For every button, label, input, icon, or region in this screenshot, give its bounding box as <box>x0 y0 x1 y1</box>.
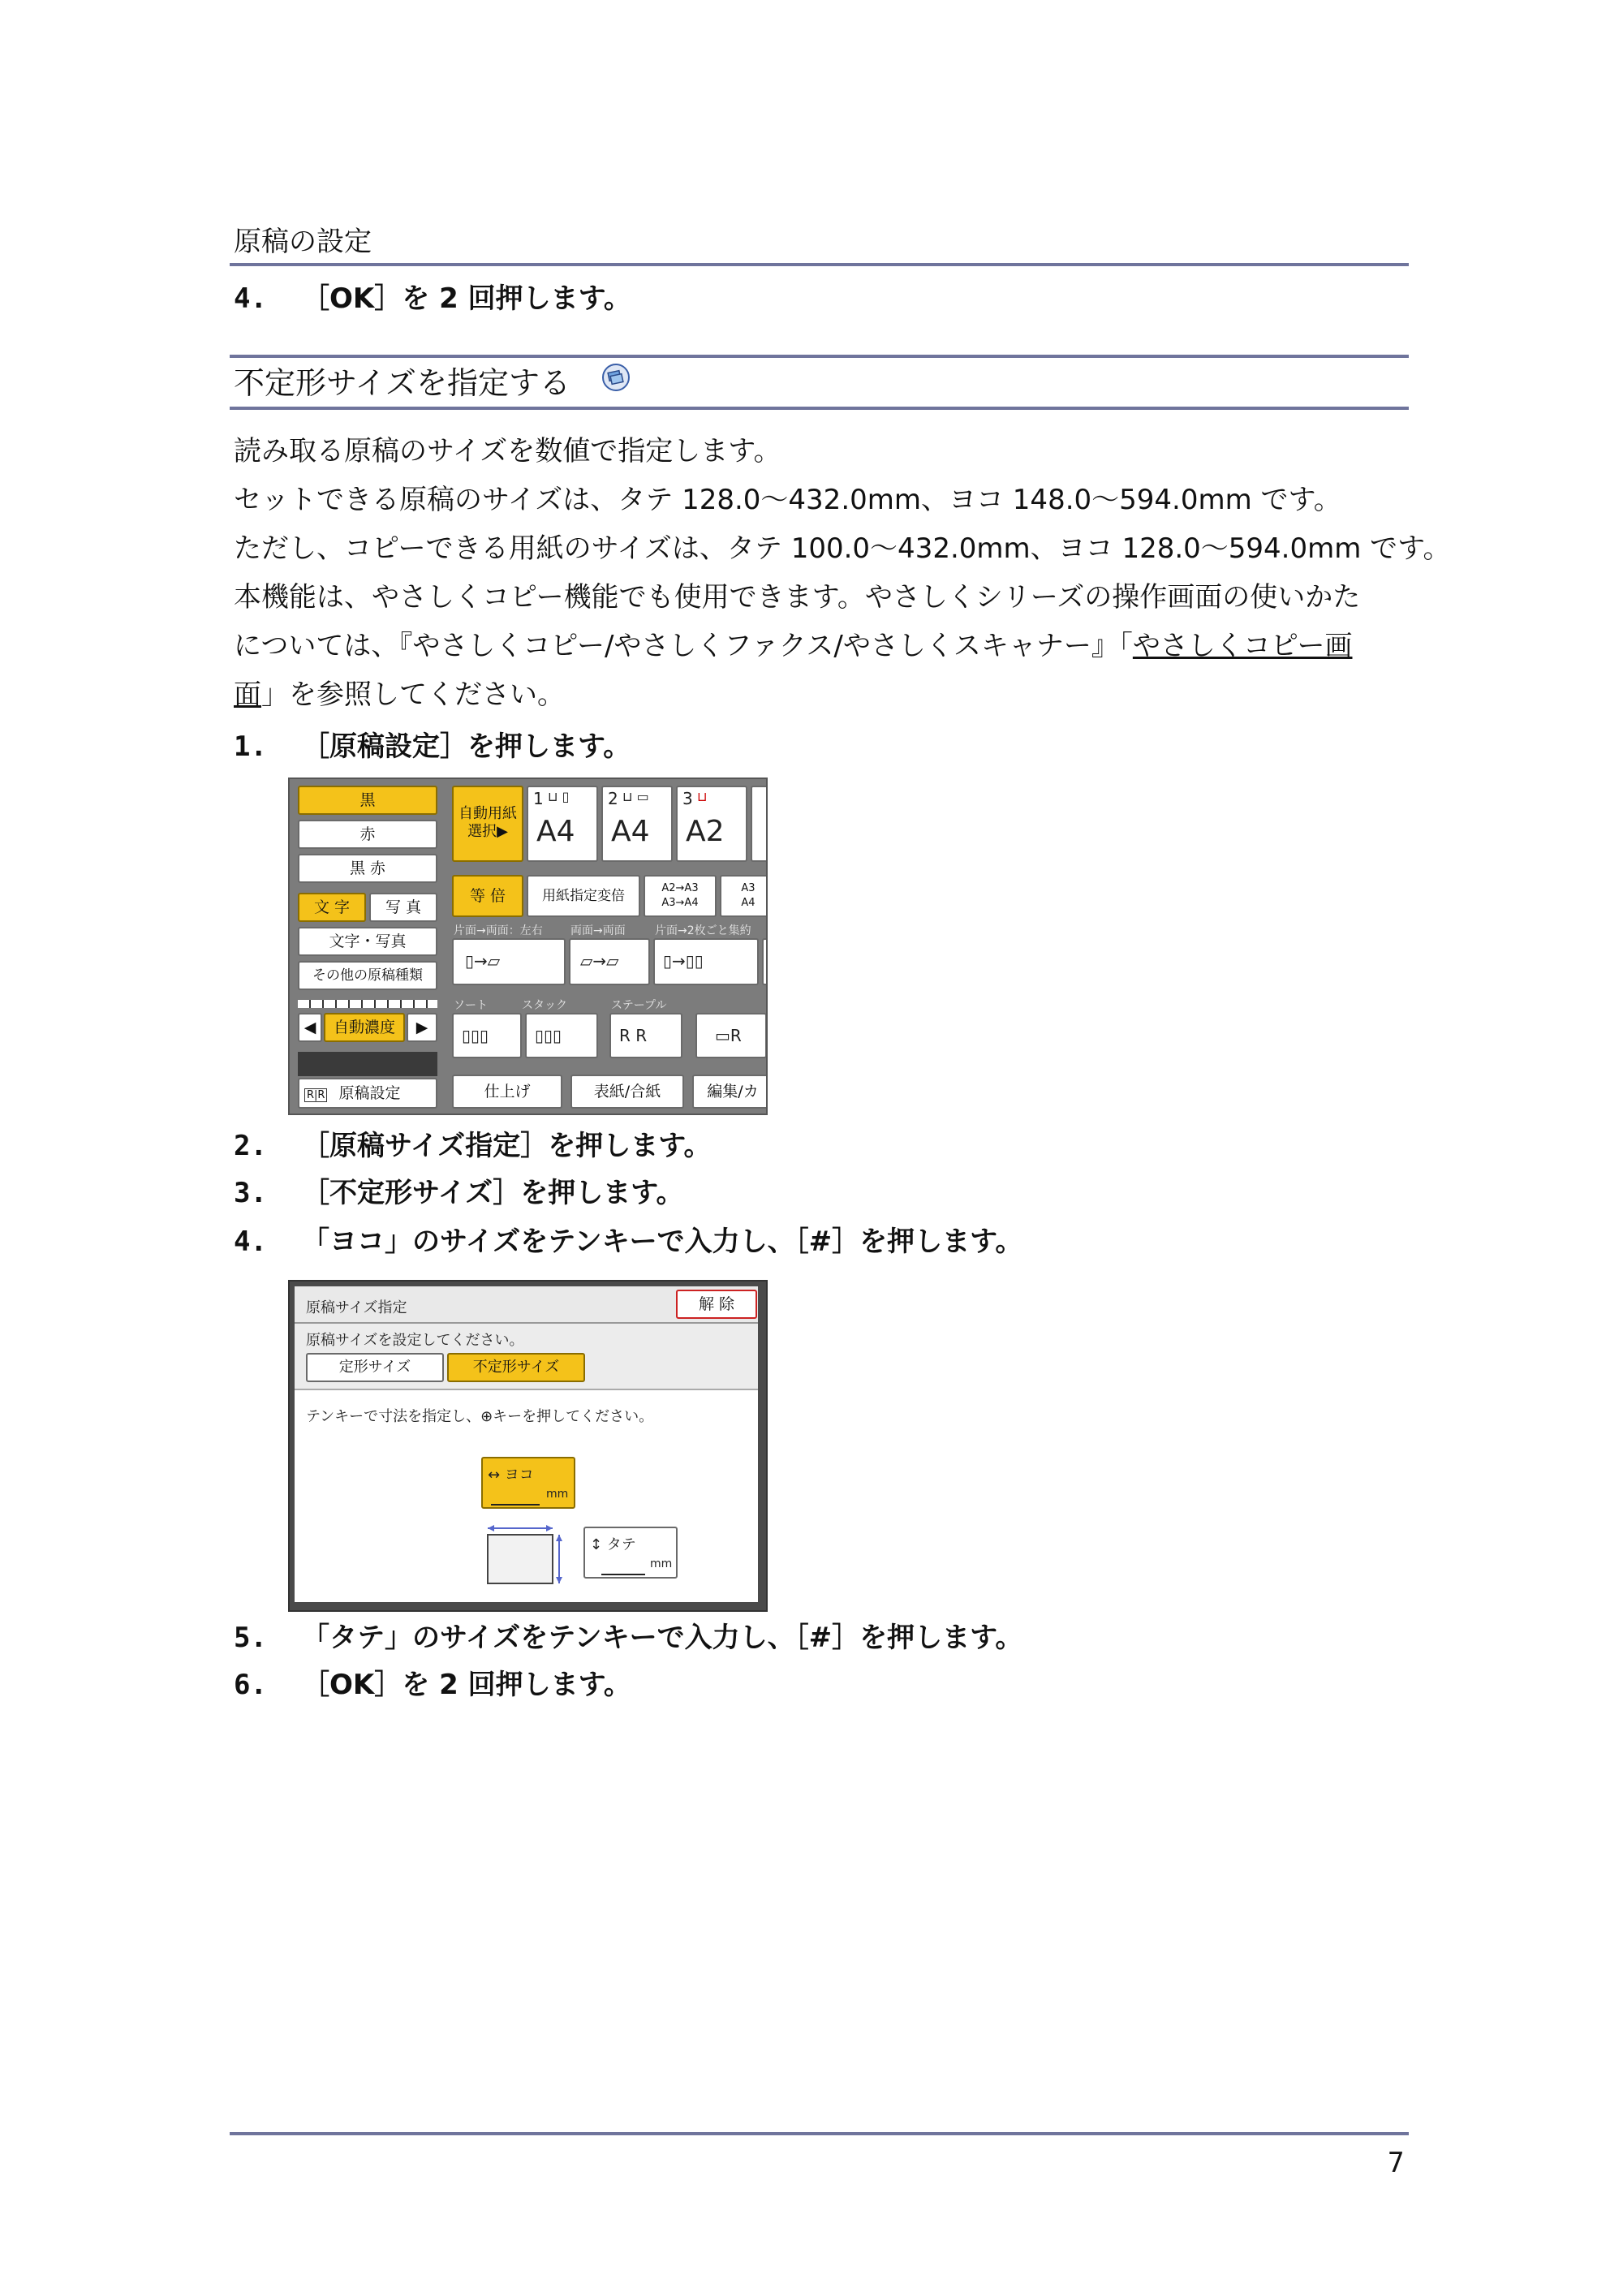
step-2-number: 2. <box>234 1130 267 1162</box>
tray-1-button[interactable] <box>527 786 598 862</box>
height-label: ↕ タテ <box>590 1536 636 1553</box>
staple-button-1[interactable] <box>609 1013 682 1058</box>
cancel-button[interactable]: 解 除 <box>676 1290 757 1319</box>
height-input-button[interactable] <box>583 1527 678 1579</box>
step-5-number: 5. <box>234 1622 267 1654</box>
full-size-button[interactable]: 等 倍 <box>452 875 523 917</box>
step-5-text: 「タテ」のサイズをテンキーで入力し、［#］を押します。 <box>302 1622 1023 1654</box>
duplex-2-to-2-button[interactable] <box>569 938 650 985</box>
height-field-line <box>601 1559 645 1575</box>
tray-3-button[interactable] <box>676 786 747 862</box>
width-unit: mm <box>546 1488 569 1501</box>
tray-icon: ⊔ ▯ <box>548 789 570 804</box>
paragraph-3: ただし、コピーできる用紙のサイズは、タテ 100.0～432.0mm、ヨコ 128.0～594.0mm です。 <box>234 532 1451 565</box>
duplex-icon: ▱→▱ <box>580 951 619 971</box>
auto-paper-select-button[interactable]: 自動用紙 選択▶ <box>452 786 523 862</box>
heading-rule-top <box>230 355 1409 358</box>
heading-rule-bottom <box>230 407 1409 410</box>
edit-tab[interactable]: 編集/カ <box>692 1075 768 1109</box>
copy-screen-screenshot <box>288 778 768 1115</box>
easy-copy-screen-link[interactable]: やさしくコピー画 <box>1132 630 1353 662</box>
tray-2-size: A4 <box>611 815 650 848</box>
reference-pre: については、『やさしくコピー/やさしくファクス/やさしくスキャナー』「 <box>234 630 1133 662</box>
density-scale <box>298 1000 437 1008</box>
original-settings-icon: R|R <box>304 1088 327 1102</box>
size-dialog <box>295 1286 758 1602</box>
step-1-text: ［原稿設定］を押します。 <box>302 730 631 763</box>
tray-1-size: A4 <box>536 815 575 848</box>
dialog-instruction-1: 原稿サイズを設定してください。 <box>306 1332 524 1349</box>
tray-2-button[interactable] <box>601 786 673 862</box>
reference-line-2 <box>234 678 565 711</box>
cover-slip-tab[interactable]: 表紙/合紙 <box>570 1075 684 1109</box>
staple-button-2[interactable] <box>695 1013 767 1058</box>
color-red-button[interactable]: 赤 <box>298 820 437 849</box>
sort-button[interactable] <box>452 1013 522 1058</box>
easy-copy-screen-link-cont[interactable]: 面 <box>234 678 261 711</box>
reduce-a2-a3-button[interactable]: A2→A3 A3→A4 <box>644 875 717 917</box>
stack-button[interactable] <box>525 1013 598 1058</box>
tray-2-number: 2 <box>608 789 618 808</box>
density-right-arrow[interactable]: ▶ <box>407 1013 437 1042</box>
stack-label: スタック <box>522 999 567 1012</box>
duplex-label-3: 片面→2枚ごと集約 <box>655 924 751 937</box>
custom-size-tab[interactable]: 不定形サイズ <box>447 1353 585 1382</box>
duplex-label-1: 片面→両面：左右 <box>454 924 543 937</box>
more-duplex-button[interactable] <box>762 938 768 985</box>
prev-step-text: ［OK］を 2 回押します。 <box>302 282 631 315</box>
finishing-tab[interactable]: 仕上げ <box>452 1075 562 1109</box>
step-4-number: 4. <box>234 1226 267 1258</box>
dialog-title-bar <box>295 1286 758 1324</box>
mode-text-photo-button[interactable]: 文字・写真 <box>298 927 437 956</box>
sort-icon: ▯▯▯ <box>462 1026 489 1045</box>
original-settings-button[interactable] <box>298 1078 437 1109</box>
combine-button[interactable] <box>653 938 759 985</box>
duplex-icon: ▯→▱ <box>465 951 501 971</box>
tray-3-number: 3 <box>682 789 693 808</box>
original-settings-label: 原稿設定 <box>338 1084 401 1102</box>
reduce-a3-a4-button[interactable]: A3 A4 <box>720 875 768 917</box>
reference-line <box>234 630 1353 662</box>
staple-icon: R R <box>619 1026 648 1045</box>
section-header: 原稿の設定 <box>234 226 372 258</box>
step-6-text: ［OK］を 2 回押します。 <box>302 1669 631 1701</box>
paper-specify-ratio-button[interactable]: 用紙指定変倍 <box>527 875 640 917</box>
dialog-title: 原稿サイズ指定 <box>306 1299 407 1316</box>
step-3-text: ［不定形サイズ］を押します。 <box>302 1177 684 1209</box>
size-dialog-screenshot <box>288 1280 768 1612</box>
staple-icon: ▭R <box>715 1026 742 1045</box>
width-field-line <box>491 1489 540 1506</box>
step-4-text: 「ヨコ」のサイズをテンキーで入力し、［#］を押します。 <box>302 1226 1023 1258</box>
dialog-instruction-2: テンキーで寸法を指定し、⊕キーを押してください。 <box>306 1408 654 1425</box>
step-2-text: ［原稿サイズ指定］を押します。 <box>302 1130 712 1162</box>
sort-label: ソート <box>454 999 488 1012</box>
mode-other-button[interactable]: その他の原稿種類 <box>298 961 437 990</box>
width-label: ↔ ヨコ <box>488 1467 534 1484</box>
paragraph-2: セットできる原稿のサイズは、タテ 128.0～432.0mm、ヨコ 148.0～594.0mm です。 <box>234 484 1341 516</box>
step-1-number: 1. <box>234 730 267 763</box>
tray-icon: ⊔ ▭ <box>622 789 649 804</box>
color-black-red-button[interactable]: 黒 赤 <box>298 854 437 883</box>
prev-step-number: 4. <box>234 282 267 315</box>
tray-1-number: 1 <box>533 789 544 808</box>
regular-size-tab[interactable]: 定形サイズ <box>306 1353 444 1382</box>
header-rule <box>230 263 1409 266</box>
tray-empty-icon: ⊔ <box>697 789 708 804</box>
mode-photo-button[interactable]: 写 真 <box>369 893 437 922</box>
duplex-1-to-2-button[interactable] <box>452 938 566 985</box>
height-unit: mm <box>650 1557 673 1570</box>
stack-icon: ▯▯▯ <box>535 1026 562 1045</box>
combine-icon: ▯→▯▯ <box>663 951 704 971</box>
auto-density-button[interactable]: 自動濃度 <box>324 1013 405 1042</box>
color-black-button[interactable]: 黒 <box>298 786 437 815</box>
staple-label: ステープル <box>611 999 667 1012</box>
density-left-arrow[interactable]: ◀ <box>298 1013 322 1042</box>
footer-rule <box>230 2132 1409 2135</box>
easy-copy-icon <box>601 362 631 393</box>
mode-text-button[interactable]: 文 字 <box>298 893 366 922</box>
dialog-settings-area <box>295 1324 758 1390</box>
paragraph-1: 読み取る原稿のサイズを数値で指定します。 <box>234 435 781 467</box>
heading-title: 不定形サイズを指定する <box>234 365 570 401</box>
tray-4-button[interactable] <box>751 786 768 862</box>
width-input-button[interactable] <box>481 1457 575 1509</box>
duplex-label-2: 両面→両面 <box>570 924 626 937</box>
paragraph-4: 本機能は、やさしくコピー機能でも使用できます。やさしくシリーズの操作画面の使いかた <box>234 581 1361 614</box>
reference-post: 」を参照してください。 <box>261 678 565 711</box>
page-number: 7 <box>1388 2147 1405 2179</box>
step-3-number: 3. <box>234 1177 267 1209</box>
tray-3-size: A2 <box>686 815 725 848</box>
document-size-diagram <box>484 1522 566 1587</box>
left-bottom-band <box>298 1052 437 1076</box>
step-6-number: 6. <box>234 1669 267 1701</box>
